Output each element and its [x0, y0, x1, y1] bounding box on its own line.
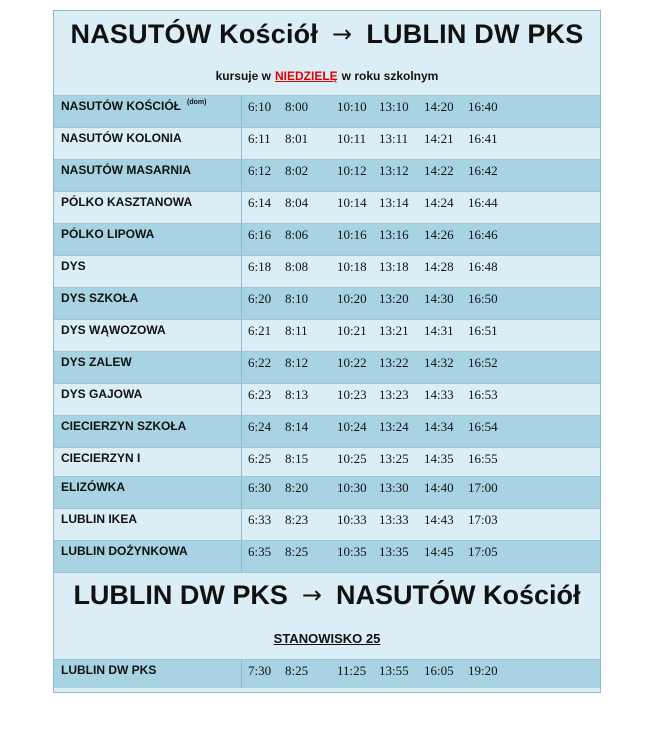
departure-time: 13:25 [379, 451, 409, 466]
departure-time: 6:20 [248, 291, 272, 306]
stop-name [54, 288, 242, 319]
departure-time: 13:55 [379, 663, 409, 678]
departure-time: 8:00 [285, 99, 309, 114]
departure-time: 6:10 [248, 99, 272, 114]
departure-times [242, 448, 508, 476]
departure-time: 14:45 [424, 544, 454, 559]
departure-times [242, 477, 508, 508]
departure-time: 8:25 [285, 663, 309, 678]
stop-label: DYS [61, 259, 86, 273]
departure-time: 8:15 [285, 451, 309, 466]
stop-name [54, 320, 242, 351]
stand-label: STANOWISKO 25 [273, 630, 381, 646]
return-to: NASUTÓW Kościół [336, 579, 581, 610]
departure-time: 14:33 [424, 387, 454, 402]
departure-time: 8:20 [285, 480, 309, 495]
table-row [54, 659, 600, 688]
departure-time: 13:20 [379, 291, 409, 306]
table-row [54, 476, 600, 508]
stop-name [54, 541, 242, 572]
departure-times [242, 416, 508, 447]
departure-times [242, 384, 508, 415]
stop-name [54, 384, 242, 415]
departure-time: 16:05 [424, 663, 454, 678]
stop-label: DYS SZKOŁA [61, 291, 139, 305]
departure-time: 17:03 [468, 512, 498, 527]
outbound-stop-table [54, 95, 600, 572]
table-row [54, 447, 600, 476]
stop-name [54, 352, 242, 383]
stop-label: DYS GAJOWA [61, 387, 143, 401]
stop-name [54, 256, 242, 287]
departure-time: 6:23 [248, 387, 272, 402]
departure-time: 6:30 [248, 480, 272, 495]
departure-time: 13:11 [379, 131, 409, 146]
stop-name [54, 96, 242, 127]
departure-time: 8:01 [285, 131, 309, 146]
stop-label: LUBLIN DW PKS [61, 663, 157, 677]
arrow-right-icon: → [301, 581, 323, 609]
departure-time: 16:40 [468, 99, 498, 114]
departure-time: 10:14 [337, 195, 367, 210]
stop-label: CIECIERZYN I [61, 451, 141, 465]
departure-time: 16:48 [468, 259, 498, 274]
departure-time: 16:51 [468, 323, 498, 338]
stop-label: LUBLIN IKEA [61, 512, 137, 526]
departure-time: 10:21 [337, 323, 367, 338]
departure-times [242, 128, 508, 159]
departure-times [242, 224, 508, 255]
departure-time: 6:33 [248, 512, 272, 527]
departure-time: 13:23 [379, 387, 409, 402]
departure-times [242, 352, 508, 383]
departure-time: 8:11 [285, 323, 308, 338]
stop-name [54, 660, 242, 688]
departure-time: 10:23 [337, 387, 367, 402]
departure-time: 16:54 [468, 419, 498, 434]
stop-label: DYS WĄWOZOWA [61, 323, 166, 337]
departure-time: 10:35 [337, 544, 367, 559]
departure-time: 10:22 [337, 355, 367, 370]
table-bottom-spacer [54, 688, 600, 692]
stop-label: NASUTÓW KOŚCIÓŁ [61, 99, 181, 113]
timetable [53, 10, 601, 693]
departure-time: 16:50 [468, 291, 498, 306]
departure-time: 10:33 [337, 512, 367, 527]
departure-time: 11:25 [337, 663, 367, 678]
departure-time: 14:32 [424, 355, 454, 370]
departure-time: 13:35 [379, 544, 409, 559]
departure-time: 14:21 [424, 131, 454, 146]
outbound-title [54, 11, 600, 57]
departure-times [242, 256, 508, 287]
return-from: LUBLIN DW PKS [73, 579, 288, 610]
departure-time: 14:24 [424, 195, 454, 210]
stop-name [54, 448, 242, 476]
departure-time: 14:35 [424, 451, 454, 466]
table-row [54, 383, 600, 415]
table-row [54, 159, 600, 191]
departure-times [242, 541, 508, 572]
departure-time: 10:10 [337, 99, 367, 114]
departure-time: 6:18 [248, 259, 272, 274]
return-title [54, 572, 600, 617]
departure-time: 10:30 [337, 480, 367, 495]
departure-time: 6:21 [248, 323, 272, 338]
departure-time: 13:24 [379, 419, 409, 434]
departure-time: 8:23 [285, 512, 309, 527]
table-row [54, 191, 600, 223]
departure-time: 6:24 [248, 419, 272, 434]
table-row [54, 255, 600, 287]
departure-time: 6:22 [248, 355, 272, 370]
outbound-to: LUBLIN DW PKS [366, 18, 584, 49]
runs-prefix: kursuje w [215, 69, 271, 83]
departure-time: 10:24 [337, 419, 367, 434]
departure-time: 8:25 [285, 544, 309, 559]
departure-time: 14:31 [424, 323, 454, 338]
departure-time: 8:13 [285, 387, 309, 402]
departure-time: 16:41 [468, 131, 498, 146]
departure-time: 14:28 [424, 259, 454, 274]
departure-time: 17:00 [468, 480, 498, 495]
departure-time: 13:18 [379, 259, 409, 274]
departure-time: 19:20 [468, 663, 498, 678]
departure-times [242, 660, 508, 688]
departure-time: 10:20 [337, 291, 367, 306]
departure-times [242, 509, 508, 540]
stop-name [54, 509, 242, 540]
departure-time: 16:52 [468, 355, 498, 370]
departure-time: 10:16 [337, 227, 367, 242]
runs-suffix: w roku szkolnym [341, 69, 439, 83]
outbound-subtitle [54, 57, 600, 95]
table-row [54, 95, 600, 127]
stop-name [54, 128, 242, 159]
table-row [54, 319, 600, 351]
departure-time: 17:05 [468, 544, 498, 559]
departure-time: 6:14 [248, 195, 272, 210]
departure-time: 16:55 [468, 451, 498, 466]
departure-time: 13:22 [379, 355, 409, 370]
stop-name [54, 416, 242, 447]
departure-time: 16:44 [468, 195, 498, 210]
stop-label: LUBLIN DOŻYNKOWA [61, 544, 188, 558]
departure-times [242, 192, 508, 223]
departure-time: 10:12 [337, 163, 367, 178]
departure-time: 13:12 [379, 163, 409, 178]
departure-times [242, 160, 508, 191]
stop-label: CIECIERZYN SZKOŁA [61, 419, 187, 433]
departure-time: 13:33 [379, 512, 409, 527]
departure-time: 13:30 [379, 480, 409, 495]
departure-time: 6:11 [248, 131, 271, 146]
table-row [54, 540, 600, 572]
departure-times [242, 96, 508, 127]
departure-time: 10:25 [337, 451, 367, 466]
departure-time: 14:34 [424, 419, 454, 434]
departure-time: 16:53 [468, 387, 498, 402]
stop-label: PÓLKO LIPOWA [61, 227, 155, 241]
table-row [54, 223, 600, 255]
departure-time: 14:43 [424, 512, 454, 527]
stop-label: DYS ZALEW [61, 355, 132, 369]
table-row [54, 287, 600, 319]
table-row [54, 508, 600, 540]
departure-time: 8:12 [285, 355, 309, 370]
departure-time: 6:16 [248, 227, 272, 242]
departure-time: 13:14 [379, 195, 409, 210]
departure-time: 6:12 [248, 163, 272, 178]
stop-name [54, 477, 242, 508]
table-row [54, 127, 600, 159]
stop-label: PÓLKO KASZTANOWA [61, 195, 193, 209]
table-row [54, 351, 600, 383]
departure-time: 7:30 [248, 663, 272, 678]
departure-time: 14:20 [424, 99, 454, 114]
stop-label: ELIZÓWKA [61, 480, 125, 494]
stop-name [54, 224, 242, 255]
departure-time: 10:18 [337, 259, 367, 274]
departure-time: 14:22 [424, 163, 454, 178]
departure-time: 14:30 [424, 291, 454, 306]
departure-time: 13:21 [379, 323, 409, 338]
departure-time: 8:08 [285, 259, 309, 274]
stop-name [54, 192, 242, 223]
departure-time: 16:46 [468, 227, 498, 242]
arrow-right-icon: → [332, 20, 353, 48]
departure-time: 13:10 [379, 99, 409, 114]
runs-day: NIEDZIELĘ [274, 69, 338, 83]
departure-times [242, 320, 508, 351]
outbound-from: NASUTÓW Kościół [70, 18, 319, 49]
departure-time: 16:42 [468, 163, 498, 178]
stop-label: NASUTÓW KOLONIA [61, 131, 182, 145]
departure-time: 8:14 [285, 419, 309, 434]
departure-time: 13:16 [379, 227, 409, 242]
departure-time: 14:40 [424, 480, 454, 495]
stop-label: NASUTÓW MASARNIA [61, 163, 191, 177]
departure-time: 8:06 [285, 227, 309, 242]
table-row [54, 415, 600, 447]
stop-note: (dom) [187, 99, 207, 106]
stop-name [54, 160, 242, 191]
departure-time: 8:04 [285, 195, 309, 210]
departure-time: 6:25 [248, 451, 272, 466]
departure-time: 8:10 [285, 291, 309, 306]
departure-time: 14:26 [424, 227, 454, 242]
departure-times [242, 288, 508, 319]
return-stop-table [54, 659, 600, 688]
departure-time: 8:02 [285, 163, 309, 178]
departure-time: 6:35 [248, 544, 272, 559]
departure-time: 10:11 [337, 131, 367, 146]
